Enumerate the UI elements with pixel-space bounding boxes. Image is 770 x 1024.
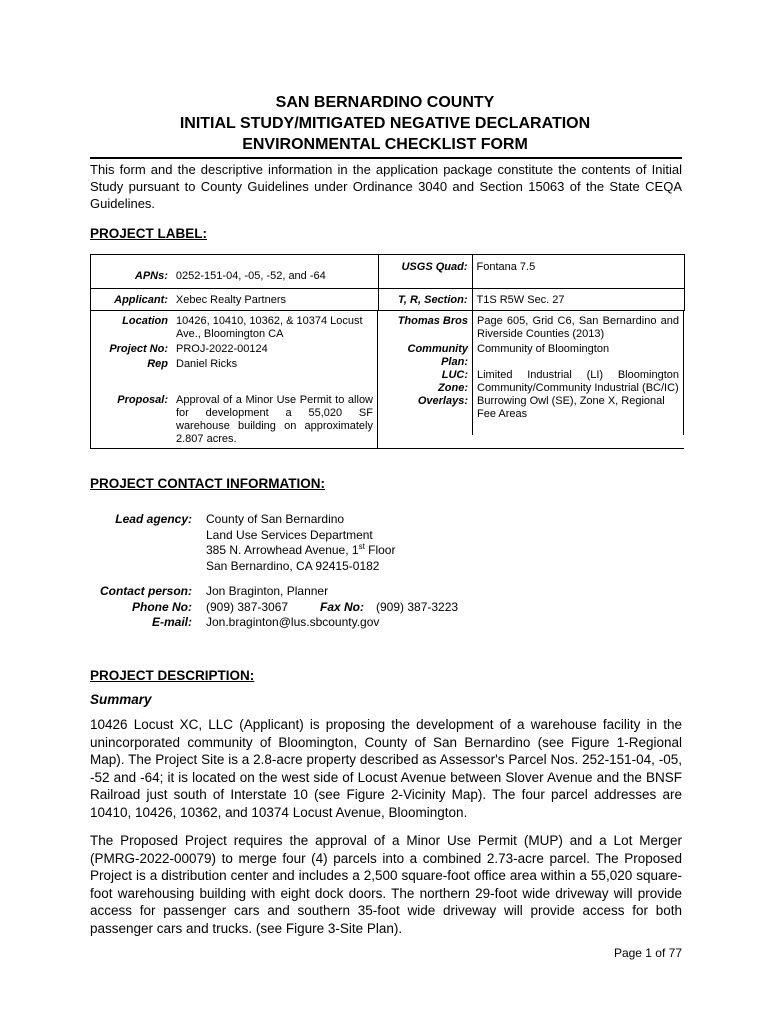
phone-label: Phone No: [132, 599, 192, 614]
contact-person-label: Contact person: [99, 584, 192, 598]
description-paragraph-2: The Proposed Project requires the approval of a Minor Use Permit (MUP) and a Lot Merger (PMRG-2022-00079) to merge four (4) parcels into a combined 2.73-acre parcel. The Proposed Project is a distribution center and includes a 2,500 square-foot office area within a 55,020 square-foot warehousing building with eight dock doors. The northern 29-foot wide driveway will provide access for passenger cars and southern 35-foot wide driveway will provide access for both passenger cars and trucks. (see Figure 3-Site Plan). [90, 833, 682, 936]
fax-label: Fax No: [320, 599, 365, 614]
label-row-location [91, 311, 685, 449]
phone-row [90, 600, 682, 616]
label-row-applicant [91, 289, 685, 311]
trs-value: T1S R5W Sec. 27 [472, 289, 684, 311]
overlays-group [378, 395, 684, 435]
usgs-quad-label: USGS Quad: [378, 255, 472, 289]
email-label: E-mail: [151, 615, 192, 629]
phone-value: (909) 387-3067 [206, 599, 289, 614]
contact-person-value: Jon Braginton, Planner [206, 584, 329, 598]
project-no-value: PROJ-2022-00124 [176, 343, 268, 355]
zone-label: Zone: [438, 382, 468, 394]
contact-heading: PROJECT CONTACT INFORMATION: [90, 476, 325, 491]
contact-person-row [90, 584, 682, 600]
luc-zone-value: Limited Industrial (LI) Bloomington Community/Community Industrial (BC/IC) [472, 369, 684, 395]
title-line-3: ENVIRONMENTAL CHECKLIST FORM [242, 136, 528, 153]
email-value[interactable]: Jon.braginton@lus.sbcounty.gov [206, 615, 380, 629]
lead-agency-line-2: Land Use Services Department [206, 527, 373, 542]
overlays-label: Overlays: [417, 395, 468, 407]
applicant-label: Applicant: [91, 289, 172, 311]
thomas-bros-value: Page 605, Grid C6, San Bernardino and Riverside Counties (2013) [472, 311, 684, 341]
project-label-heading: PROJECT LABEL: [90, 226, 208, 241]
proposal-label: Proposal: [117, 394, 168, 406]
community-plan-value: Community of Bloomington [472, 341, 684, 369]
email-row [90, 615, 682, 631]
overlays-value: Burrowing Owl (SE), Zone X, Regional Fee Areas [472, 395, 684, 435]
location-value: 10426, 10410, 10362, & 10374 Locust Ave., Bloomington CA [176, 315, 363, 340]
page-number: Page 1 of 77 [613, 946, 682, 960]
fax-value: (909) 387-3223 [376, 599, 459, 614]
lead-agency-address: 385 N. Arrowhead Avenue, 1st Floor [206, 542, 396, 557]
lead-agency-line-3: San Bernardino, CA 92415-0182 [206, 558, 380, 573]
project-label-table [90, 254, 685, 449]
proposal-group [91, 394, 378, 448]
description-paragraph-1: 10426 Locust XC, LLC (Applicant) is proposing the development of a warehouse facility in the unincorporated community of Bloomington, County of San Bernardino (see Figure 1-Regional Map). The Project Site is a 2.8-acre property described as Assessor's Parcel Nos. 252-151-04, -05, -52 and -64; it is located on the west side of Locust Avenue between Slover Avenue and the BNSF Railroad just south of Interstate 10 (see Figure 2-Vicinity Map). The four parcel addresses are 10410, 10426, 10362, and 10374 Locust Avenue, Bloomington. [90, 717, 682, 820]
usgs-quad-value: Fontana 7.5 [472, 255, 684, 289]
title-line-2: INITIAL STUDY/MITIGATED NEGATIVE DECLARATION [179, 115, 591, 132]
description-heading: PROJECT DESCRIPTION: [90, 668, 255, 683]
location-label: Location [122, 315, 168, 327]
summary-heading: Summary [90, 692, 152, 707]
luc-label: LUC: [441, 369, 468, 381]
project-no-label: Project No: [109, 343, 168, 355]
rep-label: Rep [147, 358, 168, 370]
location-group [91, 311, 378, 341]
thomas-bros-label: Thomas Bros [397, 315, 468, 327]
apns-value: 0252-151-04, -05, -52, and -64 [172, 255, 378, 289]
intro-paragraph: This form and the descriptive information in the application package constitute the contents of Initial Study pursuant to County Guidelines under Ordinance 3040 and Section 15063 of the State CEQA Guidelines. [90, 162, 682, 211]
proposal-value: Approval of a Minor Use Permit to allow for development a 55,020 SF warehouse building on approximately 2.807 acres. [176, 394, 373, 445]
title-line-1: SAN BERNARDINO COUNTY [275, 94, 495, 111]
title-divider [90, 157, 682, 159]
rep-value: Daniel Ricks [176, 358, 238, 370]
lead-agency-row [90, 512, 682, 528]
lead-agency-line-1: County of San Bernardino [206, 512, 345, 526]
label-row-apns [91, 255, 685, 289]
trs-label: T, R, Section: [378, 289, 472, 311]
applicant-value: Xebec Realty Partners [172, 289, 378, 311]
contact-person-block [90, 584, 682, 631]
contact-block [90, 512, 682, 574]
community-plan-group [378, 341, 684, 369]
community-plan-label: Community Plan: [407, 343, 468, 368]
lead-agency-label: Lead agency: [115, 512, 192, 526]
project-no-group [91, 341, 378, 356]
thomas-bros-group [378, 311, 684, 341]
rep-group [91, 356, 378, 394]
luc-zone-group [378, 369, 684, 395]
document-title [90, 92, 680, 155]
apns-label: APNs: [91, 255, 172, 289]
